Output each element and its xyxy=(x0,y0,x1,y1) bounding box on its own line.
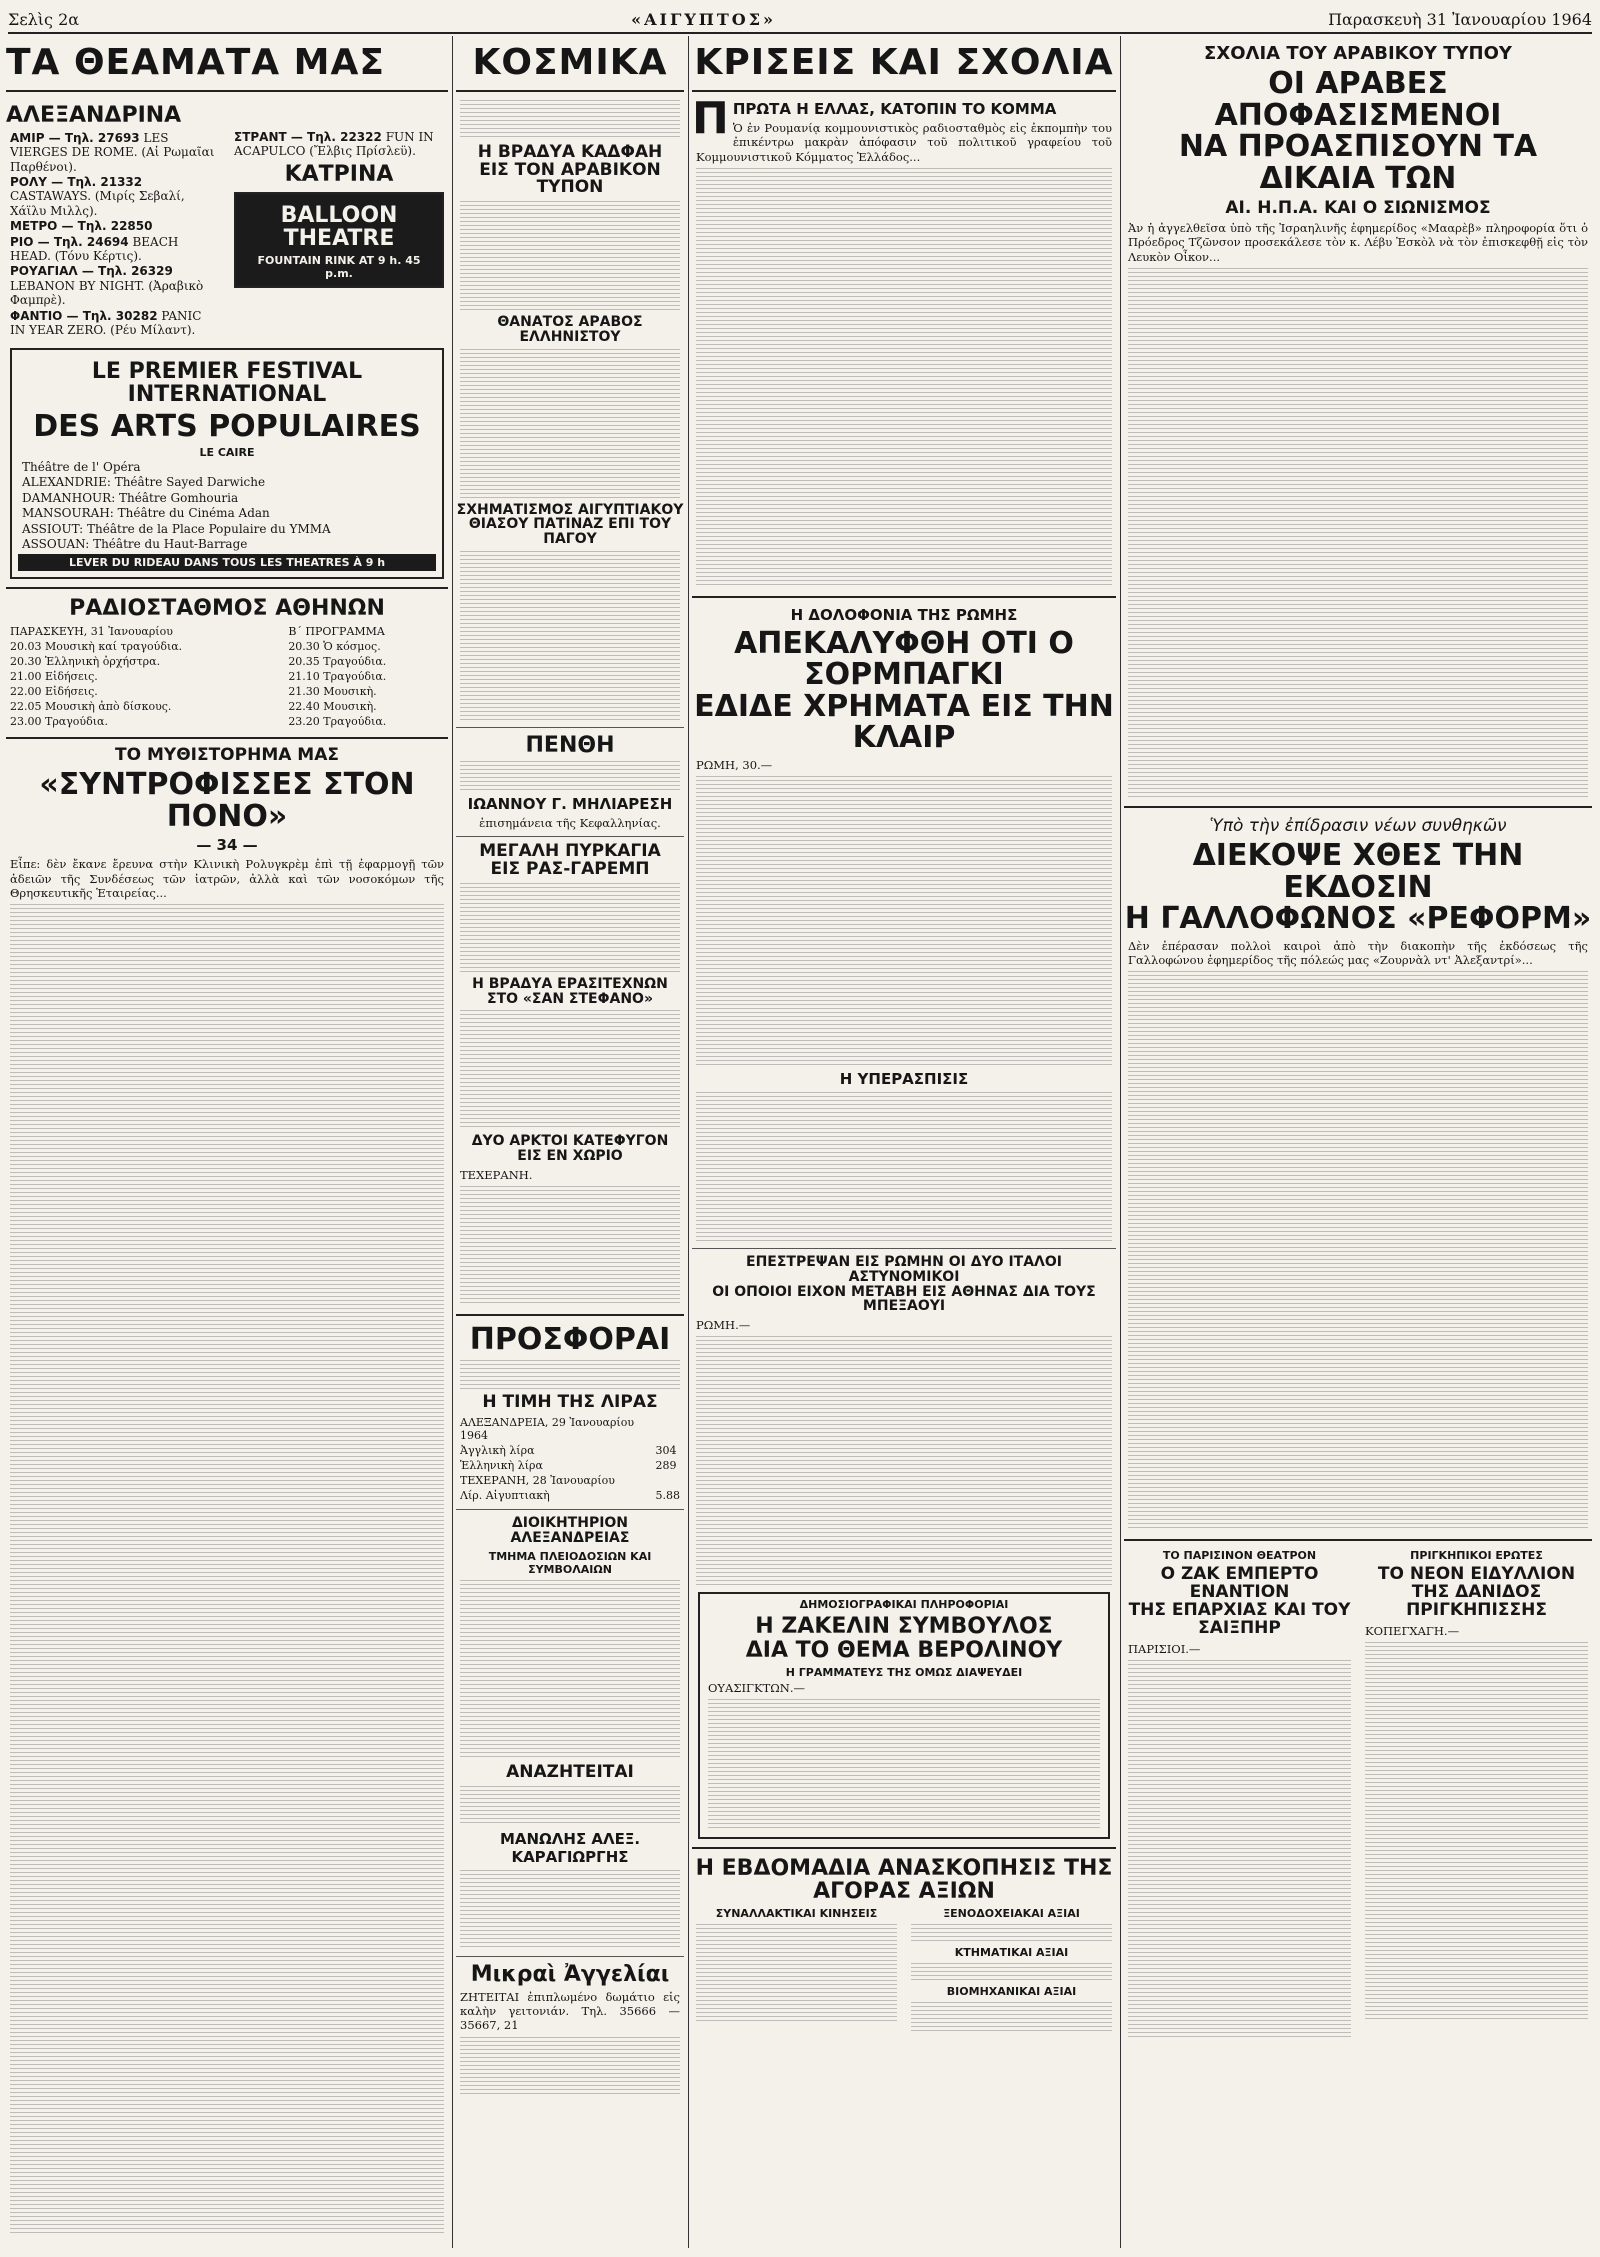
stock-headline: Η ΕΒΔΟΜΑΔΙΑ ΑΝΑΣΚΟΠΗΣΙΣ ΤΗΣ ΑΓΟΡΑΣ ΑΞΙΩΝ xyxy=(695,1855,1113,1905)
offerings-heading: ΠΡΟΣΦΟΡΑΙ xyxy=(469,1322,671,1358)
pound-price-heading: Η ΤΙΜΗ ΤΗΣ ΛΙΡΑΣ xyxy=(482,1391,658,1412)
balloon-theatre-ad: BALLOON THEATRE FOUNTAIN RINK AT 9 h. 45 p.m. xyxy=(234,192,444,288)
mourning-heading: ΠΕΝΘΗ xyxy=(525,732,615,758)
radio-schedule: ΠΑΡΑΣΚΕΥΗ, 31 Ἰανουαρίου Β΄ ΠΡΟΓΡΑΜΜΑ 20.03 Μουσικὴ καί τραγούδια. 20.30 Ὁ κόσμος. 20.30 Ἑλληνικὴ ὀρχήστρα. 20.35 Τραγούδια. 21.00 Εἰδήσεις. 21.10 Τραγούδια. 22.00 Εἰδήσεις. 21.30 Μουσικὴ. 22.05 Μουσικὴ ἀπὸ δίσκους. 22.40 Μουσικὴ. 23.00 Τραγούδια. 23.20 Τραγούδια. xyxy=(10,625,387,729)
return-headline: ΕΠΕΣΤΡΕΨΑΝ ΕΙΣ ΡΩΜΗΝ ΟΙ ΔΥΟ ΙΤΑΛΟΙ ΑΣΤΥΝΟΜΙΚΟΙ ΟΙ ΟΠΟΙΟΙ ΕΙΧΟΝ ΜΕΤΑΒΗ ΕΙΣ ΑΘΗΝΑΣ ΔΙΑ ΤΟΥΣ ΜΠΕΞΑΟΥΙ xyxy=(712,1254,1096,1315)
listing-item: ΡΙΟ — Τηλ. 24694 BEACH HEAD. (Τόνυ Κέρτις). xyxy=(10,234,179,264)
novel-text: Εἶπε: δὲν ἔκανε ἔρευνα στὴν Κλινικὴ Ρολυγκρὲμ ἐπὶ τῇ ἐφαρμογῇ τῶν ἀδειῶν τῆς Συνδέσεως τῶν ἰατρῶν, ἀλλὰ καὶ τῶν νοσοκόμων τῆς Θρησκευτικῆς Ἑταιρείας... xyxy=(10,857,444,901)
column-rule xyxy=(1120,36,1121,2248)
masthead xyxy=(8,6,1592,34)
arab-press-text: Ἀν ἡ ἀγγελθεῖσα ὑπὸ τῆς Ἰσραηλινῆς ἐφημερίδος «Μααρὲβ» πληροφορία ὅτι ὁ Πρόεδρος Τζῶνσον προσεκάλεσε τὸν κ. Λέβυ Ἐσκὸλ νὰ τὸν ἐπισκεφθῇ εἰς τὸν Λευκὸν Οἶκον... xyxy=(1128,221,1588,264)
reform-kicker: Ὑπὸ τὴν ἐπίδρασιν νέων συνθηκῶν xyxy=(1209,816,1507,837)
listing-item: ΜΕΤΡΟ — Τηλ. 22850 xyxy=(10,219,153,234)
murder-headline: ΑΠΕΚΑΛΥΦΘΗ ΟΤΙ Ο ΣΟΡΜΠΑΓΚΙ ΕΔΙΔΕ ΧΡΗΜΑΤΑ ΕΙΣ ΤΗΝ ΚΛΑΙΡ xyxy=(694,625,1114,756)
column-rule xyxy=(452,36,453,2248)
listing-item: ΦΑΝΤΙΟ — Τηλ. 30282 PANIC IN YEAR ZERO. (Ρέυ Μίλαντ). xyxy=(10,308,202,337)
pound-price-table: ΑΛΕΞΑΝΔΡΕΙΑ, 29 Ἰανουαρίου 1964 Ἀγγλικὴ λίρα 304 Ἑλληνικὴ λίρα 289 ΤΕΧΕΡΑΝΗ, 28 Ἰανουαρίου Λίρ. Αἰγυπτιακὴ 5.88 xyxy=(460,1416,680,1503)
classifieds-heading: Μικραὶ Ἀγγελίαι xyxy=(470,1961,670,1987)
city-heading: ΑΛΕΞΑΝΔΡΙΝΑ xyxy=(6,102,182,128)
press-box: ΔΗΜΟΣΙΟΓΡΑΦΙΚΑΙ ΠΛΗΡΟΦΟΡΙΑΙ Η ΖΑΚΕΛΙΝ ΣΥΜΒΟΥΛΟΣ ΔΙΑ ΤΟ ΘΕΜΑ ΒΕΡΟΛΙΝΟΥ Η ΓΡΑΜΜΑΤΕΥΣ ΤΗΣ ΟΜΩΣ ΔΙΑΨΕΥΔΕΙ ΟΥΑΣΙΓΚΤΩΝ.— xyxy=(698,1592,1110,1839)
column-entertainment xyxy=(6,40,448,2250)
section-title-commentary: ΚΡΙΣΕΙΣ ΚΑΙ ΣΧΟΛΙΑ xyxy=(694,42,1114,83)
press-headline: Η ΖΑΚΕΛΙΝ ΣΥΜΒΟΥΛΟΣ ΔΙΑ ΤΟ ΘΕΜΑ ΒΕΡΟΛΙΝΟΥ xyxy=(745,1614,1063,1663)
classifieds-text: ΖΗΤΕΙΤΑΙ ἐπιπλωμένο δωμάτιο εἰς καλὴν γειτονιάν. Τηλ. 35666 — 35667, 21 xyxy=(460,1989,680,2033)
wanted-name: ΜΑΝΩΛΗΣ ΑΛΕΞ. ΚΑΡΑΓΙΩΡΓΗΣ xyxy=(499,1829,641,1866)
reform-headline: ΔΙΕΚΟΨΕ ΧΘΕΣ ΤΗΝ ΕΚΔΟΣΙΝ Η ΓΑΛΛΟΦΩΝΟΣ «ΡΕΦΟΡΜ» xyxy=(1124,838,1592,937)
newspaper-title: «ΑΙΓΥΠΤΟΣ» xyxy=(631,9,777,29)
issue-date: Παρασκευὴ 31 Ἰανουαρίου 1964 xyxy=(1328,9,1592,29)
column-rule xyxy=(688,36,689,2248)
section-title-theatres: ΤΑ ΘΕΑΜΑΤΑ ΜΑΣ xyxy=(6,42,385,83)
mourning-name: ΙΩΑΝΝΟΥ Γ. ΜΗΛΙΑΡΕΣΗ xyxy=(467,794,673,813)
listing-item: ΑΜΙΡ — Τηλ. 27693 LES VIERGES DE ROME. (Αἱ Ρωμαῖαι Παρθένοι). xyxy=(10,130,215,174)
headline-death: ΘΑΝΑΤΟΣ ΑΡΑΒΟΣ ΕΛΛΗΝΙΣΤΟΥ xyxy=(497,314,643,346)
festival-ad: LE PREMIER FESTIVAL INTERNATIONAL DES ARTS POPULAIRES LE CAIRE Théâtre de l' Opéra ALEXANDRIE: Théâtre Sayed Darwiche DAMANHOUR: Théâtre Gomhouria MANSOURAH: Théâtre du Cinéma Adan ASSIOUT: Théâtre de la Place Populaire du YMMA ASSOUAN: Théâtre du Haut-Barrage LEVER DU RIDEAU DANS TOUS LES THEATRES À 9 h xyxy=(10,348,444,579)
listing-item: ΡΟΛΥ — Τηλ. 21332 CASTAWAYS. (Μιρίς Σεβαλί, Χάϊλυ Μιλλς). xyxy=(10,175,185,218)
arab-press-kicker: ΣΧΟΛΙΑ ΤΟΥ ΑΡΑΒΙΚΟΥ ΤΥΠΟΥ xyxy=(1204,43,1512,64)
listing-item: ΣΤΡΑΝΤ — Τηλ. 22322 FUN IN ACAPULCO (Ἔλβις Πρίσλεϋ). xyxy=(234,129,434,159)
headline-fire: ΜΕΓΑΛΗ ΠΥΡΚΑΓΙΑ ΕΙΣ ΡΑΣ-ΓΑΡΕΜΠ xyxy=(479,841,661,880)
reform-text: Δὲν ἐπέρασαν πολλοὶ καιροὶ ἀπὸ τὴν διακοπὴν τῆς ἐκδόσεως τῆς Γαλλοφώνου ἐφημερίδος τῆς πόλεώς μας «Ζουρνὰλ ντ' Ἀλεξαντρί»... xyxy=(1128,938,1588,967)
column-society: ΚΟΣΜΙΚΑ Η ΒΡΑΔΥΑ ΚΑΔΦΑΗ ΕΙΣ ΤΟΝ ΑΡΑΒΙΚΟΝ ΤΥΠΟΝ ΘΑΝΑΤΟΣ ΑΡΑΒΟΣ ΕΛΛΗΝΙΣΤΟΥ ΣΧΗΜΑΤΙΣΜΟΣ ΑΙΓΥΠΤΙΑΚΟΥ ΘΙΑΣΟΥ ΠΑΤΙΝΑΖ ΕΠΙ ΤΟΥ ΠΑΓΟΥ ΠΕΝΘΗ ΙΩΑΝΝΟΥ Γ. ΜΗΛΙΑΡΕΣΗ ἐπισημάνεια τῆς Κεφαλληνίας. ΜΕΓΑΛΗ ΠΥΡΚΑΓΙΑ ΕΙΣ ΡΑΣ-ΓΑΡΕΜΠ Η ΒΡΑΔΥΑ ΕΡΑΣΙΤΕΧΝΩΝ ΣΤΟ «ΣΑΝ ΣΤΕΦΑΝΟ» ΔΥΟ ΑΡΚΤΟΙ ΚΑΤΕΦΥΓΟΝ ΕΙΣ ΕΝ ΧΩΡΙΟ ΤΕΧΕΡΑΝΗ. ΠΡΟΣΦΟΡΑΙ Η ΤΙΜΗ ΤΗΣ ΛΙΡΑΣ ΑΛΕΞΑΝΔΡΕΙΑ, 29 Ἰανουαρίου 1964 Ἀγγλικὴ λίρα 304 Ἑλληνικὴ λίρα 289 ΤΕΧΕΡΑΝΗ, 28 Ἰανουαρίου Λίρ. Αἰγυπτιακὴ 5.88 ΔΙΟΙΚΗΤΗΡΙΟΝ ΑΛΕΞΑΝΔΡΕΙΑΣ ΤΜΗΜΑ ΠΛΕΙΟΔΟΣΙΩΝ ΚΑΙ ΣΥΜΒΟΛΑΙΩΝ ΑΝΑΖΗΤΕΙΤΑΙ ΜΑΝΩΛΗΣ ΑΛΕΞ. ΚΑΡΑΓΙΩΡΓΗΣ Μικραὶ Ἀγγελίαι ΖΗΤΕΙΤΑΙ ἐπιπλωμένο δωμάτιο εἰς καλὴν γειτονιάν. Τηλ. 35666 — 35667, 21 xyxy=(456,40,684,2250)
katrina-heading: ΚΑΤΡΙΝΑ xyxy=(284,161,394,187)
article-body-text xyxy=(10,904,444,2234)
novel-kicker: ΤΟ ΜΥΘΙΣΤΟΡΗΜΑ ΜΑΣ xyxy=(115,745,339,766)
port-authority-heading: ΔΙΟΙΚΗΤΗΡΙΟΝ ΑΛΕΞΑΝΔΡΕΙΑΣ xyxy=(510,1515,630,1547)
listing-item: ΡΟΥΑΓΙΑΛ — Τηλ. 26329 LEBANON BY NIGHT. (Ἀραβικὸ Φαμπρὲ). xyxy=(10,264,204,308)
paris-theatre-article: ΤΟ ΠΑΡΙΣΙΝΟΝ ΘΕΑΤΡΟΝ Ο ΖΑΚ ΕΜΠΕΡΤΟ ΕΝΑΝΤΙΟΝ ΤΗΣ ΕΠΑΡΧΙΑΣ ΚΑΙ ΤΟΥ ΣΑΙΞΠΗΡ ΠΑΡΙΣΙΟΙ.— xyxy=(1124,1549,1355,2044)
arab-press-headline: ΟΙ ΑΡΑΒΕΣ ΑΠΟΦΑΣΙΣΜΕΝΟΙ ΝΑ ΠΡΟΑΣΠΙΣΟΥΝ ΤΑ ΔΙΚΑΙΑ ΤΩΝ xyxy=(1178,66,1538,196)
headline-amateurs: Η ΒΡΑΔΥΑ ΕΡΑΣΙΤΕΧΝΩΝ ΣΤΟ «ΣΑΝ ΣΤΕΦΑΝΟ» xyxy=(472,975,668,1007)
headline-skating: ΣΧΗΜΑΤΙΣΜΟΣ ΑΙΓΥΠΤΙΑΚΟΥ ΘΙΑΣΟΥ ΠΑΤΙΝΑΖ ΕΠΙ ΤΟΥ ΠΑΓΟΥ xyxy=(456,501,684,548)
column-arab-press xyxy=(1124,40,1592,2250)
festival-title: LE PREMIER FESTIVAL INTERNATIONAL xyxy=(91,359,363,408)
lead-heading: ΠΠΡΩΤΑ Η ΕΛΛΑΣ, ΚΑΤΟΠΙΝ ΤΟ ΚΟΜΜΑ xyxy=(692,92,1057,144)
column-commentary: ΚΡΙΣΕΙΣ ΚΑΙ ΣΧΟΛΙΑ ΠΠΡΩΤΑ Η ΕΛΛΑΣ, ΚΑΤΟΠΙΝ ΤΟ ΚΟΜΜΑ Ὁ ἐν Ρουμανίᾳ κομμουνιστικὸς ραδιοσταθμὸς εἰς ἐκπομπὴν του ἐπικέντρω μακρὰν ἀπόφασιν τοῦ πολιτικοῦ γραφείου τοῦ Κομμουνιστικοῦ Κόμματος Ἑλλάδος... Η ΔΟΛΟΦΟΝΙΑ ΤΗΣ ΡΩΜΗΣ ΑΠΕΚΑΛΥΦΘΗ ΟΤΙ Ο ΣΟΡΜΠΑΓΚΙ ΕΔΙΔΕ ΧΡΗΜΑΤΑ ΕΙΣ ΤΗΝ ΚΛΑΙΡ ΡΩΜΗ, 30.— Η ΥΠΕΡΑΣΠΙΣΙΣ ΕΠΕΣΤΡΕΨΑΝ ΕΙΣ ΡΩΜΗΝ ΟΙ ΔΥΟ ΙΤΑΛΟΙ ΑΣΤΥΝΟΜΙΚΟΙ ΟΙ ΟΠΟΙΟΙ ΕΙΧΟΝ ΜΕΤΑΒΗ ΕΙΣ ΑΘΗΝΑΣ ΔΙΑ ΤΟΥΣ ΜΠΕΞΑΟΥΙ ΡΩΜΗ.— ΔΗΜΟΣΙΟΓΡΑΦΙΚΑΙ ΠΛΗΡΟΦΟΡΙΑΙ Η ΖΑΚΕΛΙΝ ΣΥΜΒΟΥΛΟΣ ΔΙΑ ΤΟ ΘΕΜΑ ΒΕΡΟΛΙΝΟΥ Η ΓΡΑΜΜΑΤΕΥΣ ΤΗΣ ΟΜΩΣ ΔΙΑΨΕΥΔΕΙ ΟΥΑΣΙΓΚΤΩΝ.— Η ΕΒΔΟΜΑΔΙΑ ΑΝΑΣΚΟΠΗΣΙΣ ΤΗΣ ΑΓΟΡΑΣ ΑΞΙΩΝ ΣΥΝΑΛΛΑΚΤΙΚΑΙ ΚΙΝΗΣΕΙΣ ΞΕΝΟΔΟΧΕΙΑΚΑΙ ΑΞΙΑΙ ΚΤΗΜΑΤΙΚΑΙ ΑΞΙΑΙ ΒΙΟΜΗΧΑΝΙΚΑΙ ΑΞΙΑΙ xyxy=(692,40,1116,2250)
royal-romance-article: ΠΡΙΓΚΗΠΙΚΟΙ ΕΡΩΤΕΣ ΤΟ ΝΕΟΝ ΕΙΔΥΛΛΙΟΝ ΤΗΣ ΔΑΝΙΔΟΣ ΠΡΙΓΚΗΠΙΣΣΗΣ ΚΟΠΕΓΧΑΓΗ.— xyxy=(1361,1549,1592,2044)
headline-gaddafi: Η ΒΡΑΔΥΑ ΚΑΔΦΑΗ ΕΙΣ ΤΟΝ ΑΡΑΒΙΚΟΝ ΤΥΠΟΝ xyxy=(477,141,663,198)
wanted-heading: ΑΝΑΖΗΤΕΙΤΑΙ xyxy=(506,1761,634,1782)
novel-title: «ΣΥΝΤΡΟΦΙΣΣΕΣ ΣΤΟΝ ΠΟΝΟ» xyxy=(39,767,415,834)
section-title-society: ΚΟΣΜΙΚΑ xyxy=(472,42,668,83)
arab-press-subhead: ΑΙ. Η.Π.Α. ΚΑΙ Ο ΣΙΩΝΙΣΜΟΣ xyxy=(1225,198,1491,218)
murder-kicker: Η ΔΟΛΟΦΟΝΙΑ ΤΗΣ ΡΩΜΗΣ xyxy=(790,605,1018,624)
defense-heading: Η ΥΠΕΡΑΣΠΙΣΙΣ xyxy=(839,1070,969,1089)
page-number: Σελὶς 2α xyxy=(8,9,80,29)
novel-part: — 34 — xyxy=(196,836,258,855)
festival-subtitle: DES ARTS POPULAIRES xyxy=(33,408,421,444)
lead-text: Ὁ ἐν Ρουμανίᾳ κομμουνιστικὸς ραδιοσταθμὸς εἰς ἐκπομπὴν του ἐπικέντρω μακρὰν ἀπόφασιν τοῦ πολιτικοῦ γραφείου τοῦ Κομμουνιστικοῦ Κόμματος Ἑλλάδος... xyxy=(696,120,1112,164)
headline-bears: ΔΥΟ ΑΡΚΤΟΙ ΚΑΤΕΦΥΓΟΝ ΕΙΣ ΕΝ ΧΩΡΙΟ xyxy=(471,1133,669,1164)
radio-heading: ΡΑΔΙΟΣΤΑΘΜΟΣ ΑΘΗΝΩΝ xyxy=(69,596,385,622)
